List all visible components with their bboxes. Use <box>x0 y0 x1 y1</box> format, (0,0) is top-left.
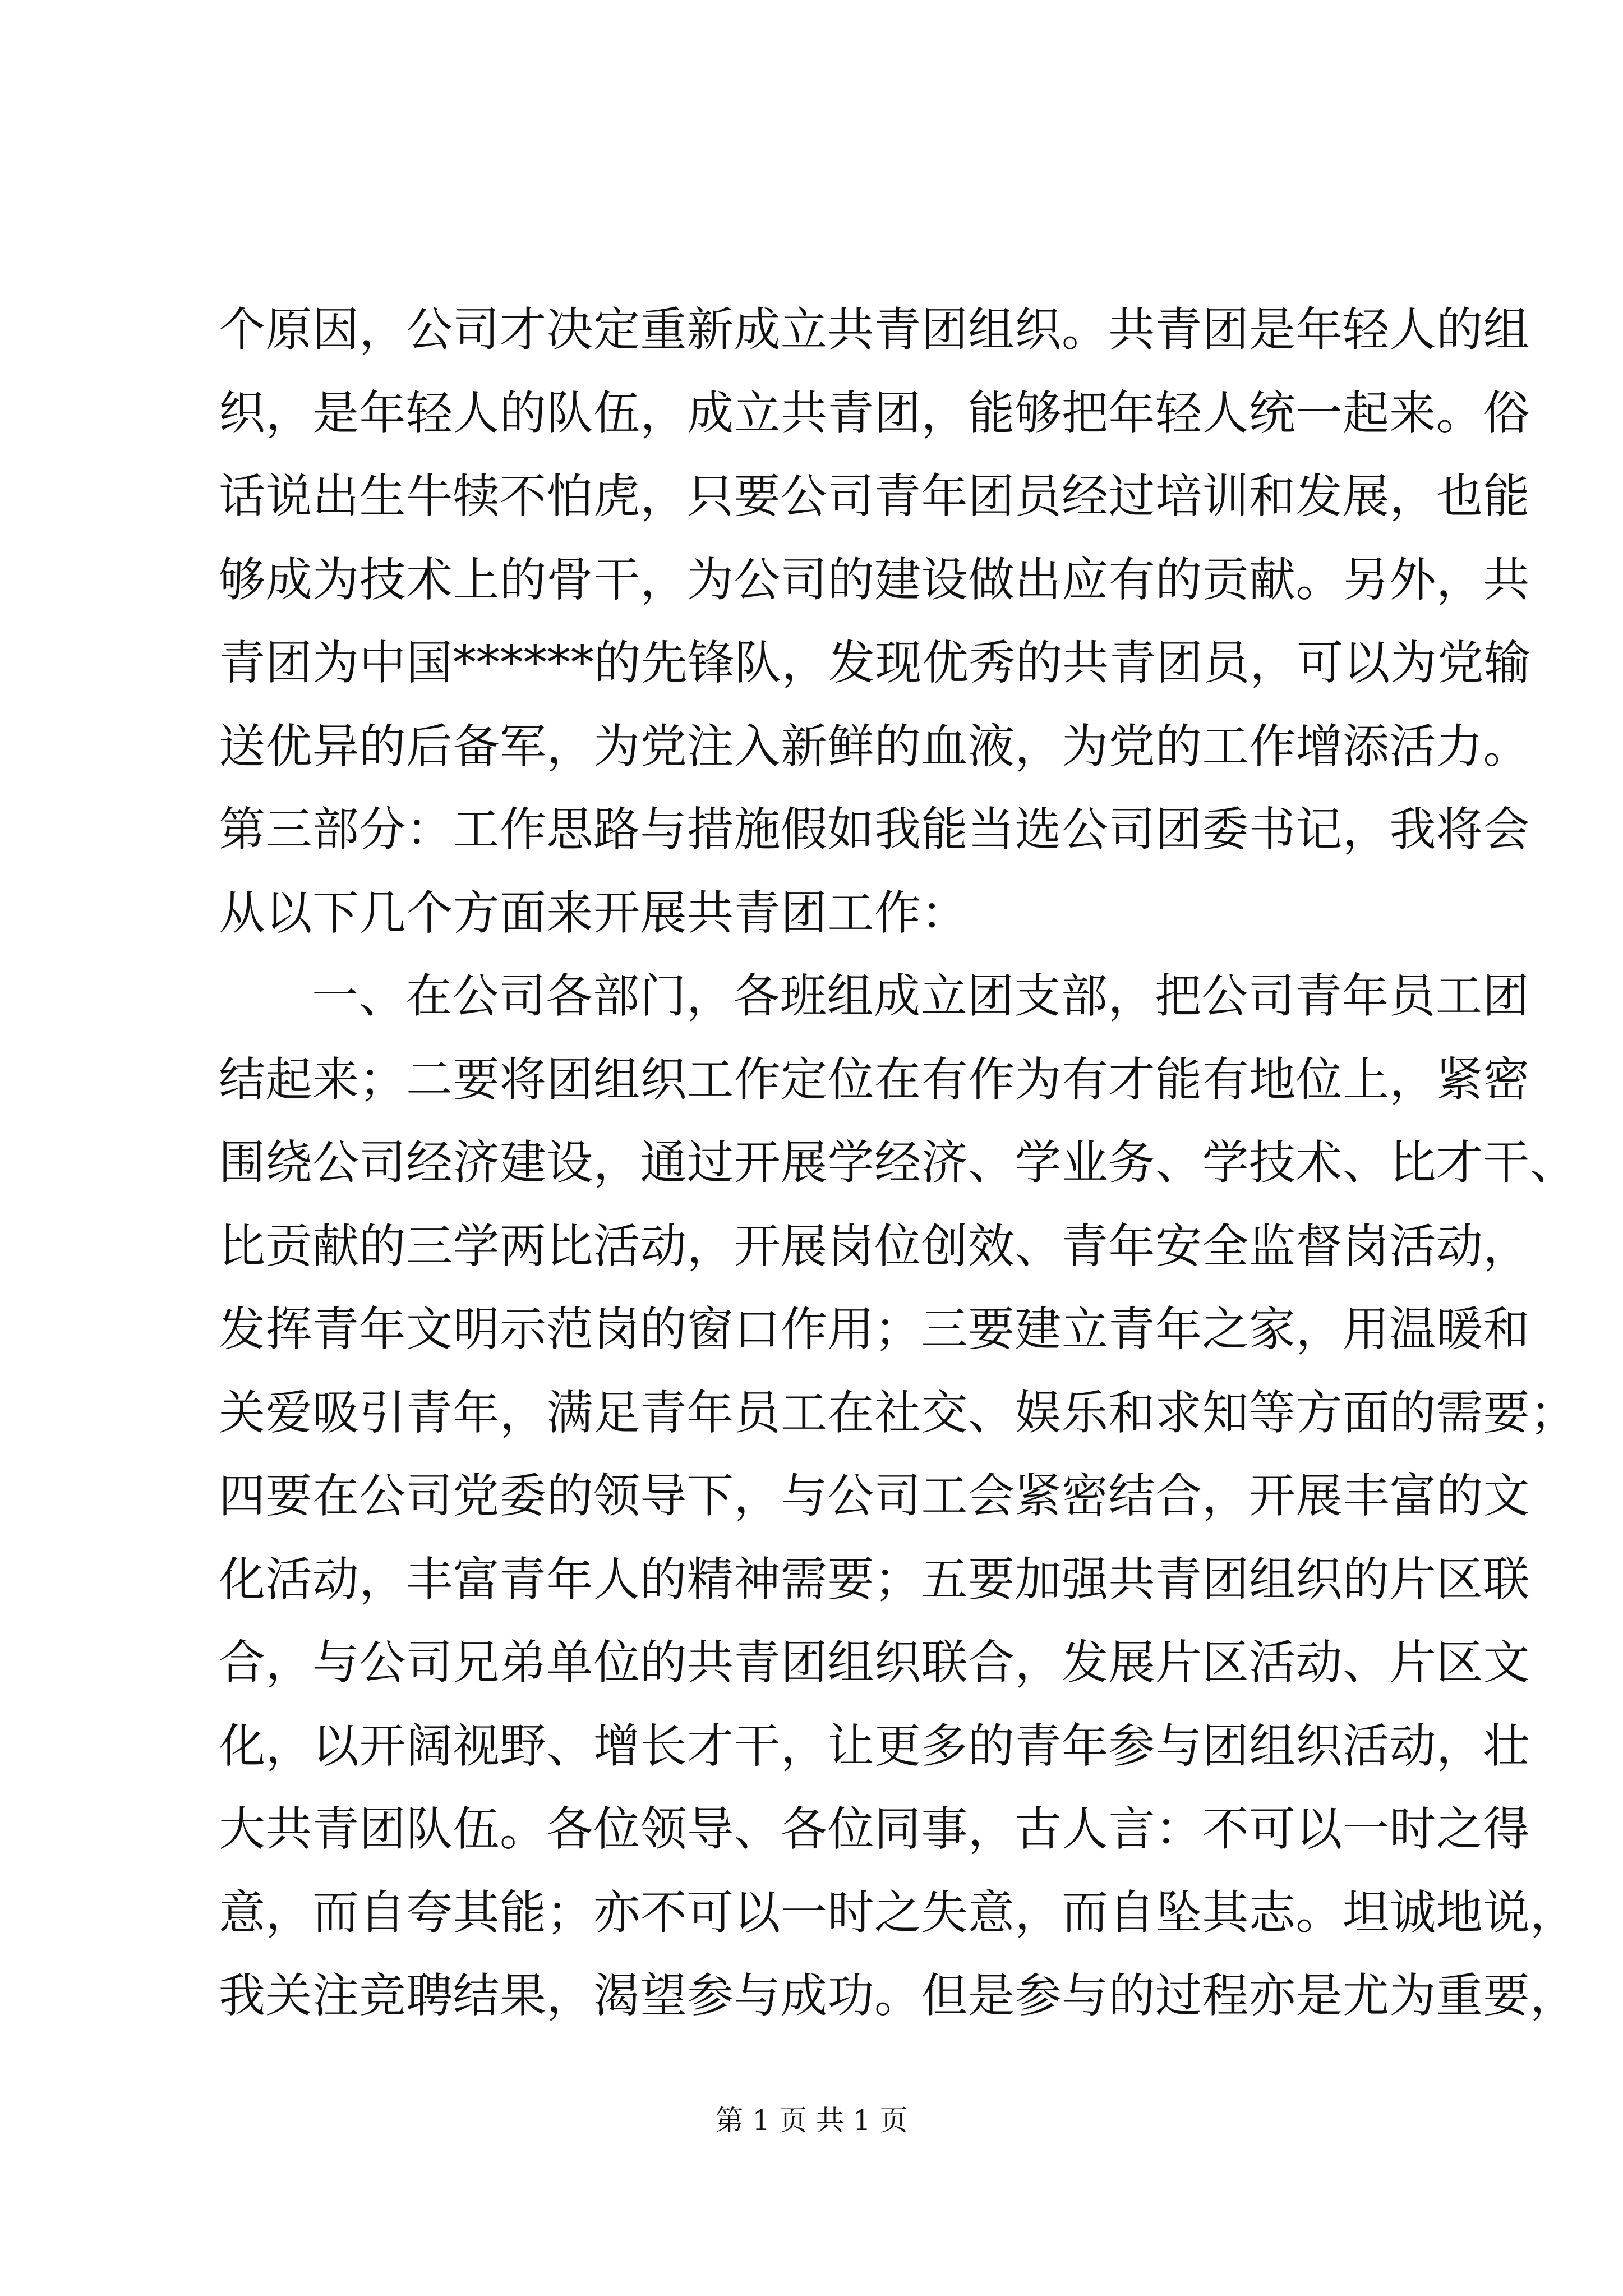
text-line: 话说出生牛犊不怕虎，只要公司青年团员经过培训和发展，也能 <box>219 469 1530 523</box>
page-number-footer: 第 1 页 共 1 页 <box>715 2104 908 2137</box>
text-line: 我关注竞聘结果，渴望参与成功。但是参与的过程亦是尤为重要， <box>219 1968 1577 2023</box>
text-line: 围绕公司经济建设，通过开展学经济、学业务、学技术、比才干、 <box>219 1135 1577 1190</box>
text-line: 化活动，丰富青年人的精神需要；五要加强共青团组织的片区联 <box>219 1552 1530 1607</box>
text-line: 第三部分：工作思路与措施假如我能当选公司团委书记，我将会 <box>219 802 1530 857</box>
text-line: 比贡献的三学两比活动，开展岗位创效、青年安全监督岗活动， <box>219 1218 1530 1273</box>
text-line: 发挥青年文明示范岗的窗口作用；三要建立青年之家，用温暖和 <box>219 1302 1530 1356</box>
text-line: 大共青团队伍。各位领导、各位同事，古人言：不可以一时之得 <box>219 1802 1530 1856</box>
text-line: 青团为中国******的先锋队，发现优秀的共青团员，可以为党输 <box>219 636 1531 690</box>
paragraph-first-line: 一、在公司各部门，各班组成立团支部，把公司青年员工团 <box>312 969 1529 1023</box>
text-line: 够成为技术上的骨干，为公司的建设做出应有的贡献。另外，共 <box>219 552 1530 607</box>
text-line: 四要在公司党委的领导下，与公司工会紧密结合，开展丰富的文 <box>219 1469 1530 1523</box>
text-line: 个原因，公司才决定重新成立共青团组织。共青团是年轻人的组 <box>219 302 1530 357</box>
text-line: 化，以开阔视野、增长才干，让更多的青年参与团组织活动，壮 <box>219 1718 1530 1773</box>
text-line: 关爱吸引青年，满足青年员工在社交、娱乐和求知等方面的需要； <box>219 1385 1577 1440</box>
body-text <box>219 288 1577 2038</box>
text-line: 意，而自夸其能；亦不可以一时之失意，而自坠其志。坦诚地说， <box>219 1885 1577 1940</box>
text-line: 从以下几个方面来开展共青团工作： <box>219 885 968 940</box>
text-line: 织，是年轻人的队伍，成立共青团，能够把年轻人统一起来。俗 <box>219 385 1530 440</box>
text-line: 送优异的后备军，为党注入新鲜的血液，为党的工作增添活力。 <box>219 719 1530 774</box>
text-line: 合，与公司兄弟单位的共青团组织联合，发展片区活动、片区文 <box>219 1635 1530 1690</box>
text-line: 结起来；二要将团组织工作定位在有作为有才能有地位上，紧密 <box>219 1052 1530 1107</box>
